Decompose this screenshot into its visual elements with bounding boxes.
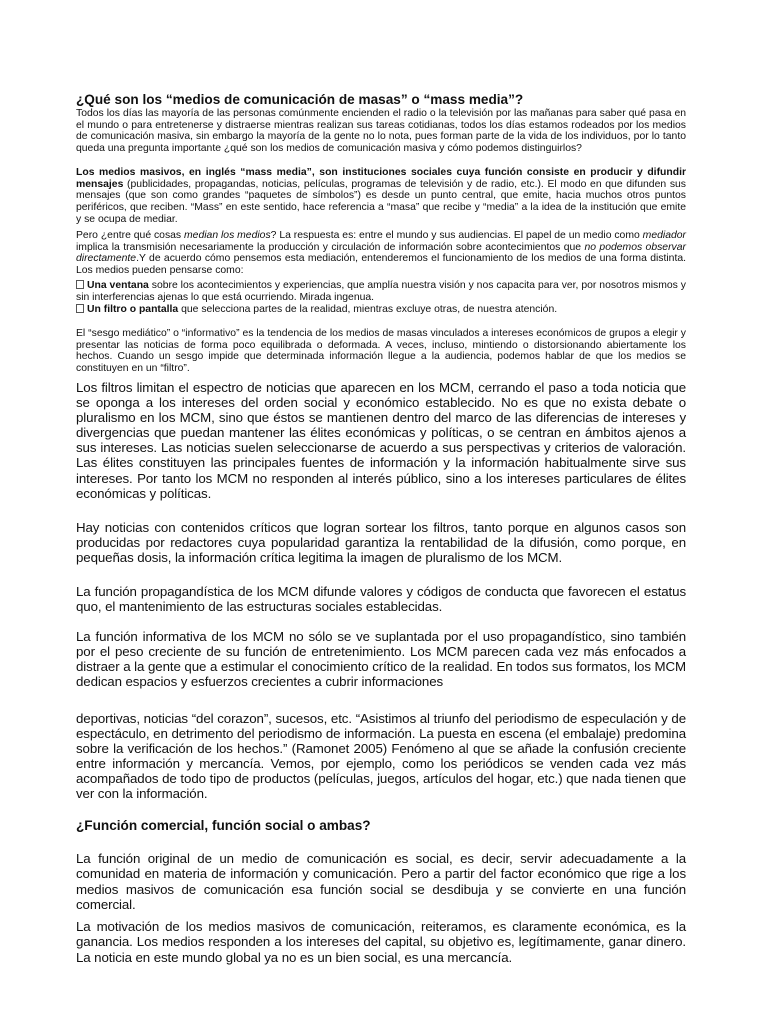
mediation-italic-3: no podemos observar directamente (76, 241, 686, 265)
paragraph-media-bias: El “sesgo mediático” o “informativo” es la tendencia de los medios de masas vinculados a intereses económicos de grupos a elegir y presentar las noticias de forma poco equilibrada o deformada. A veces, incluso, mintiendo o distorsionando abiertamente los hechos. Cuando un sesgo impide que determinada información llegue a la audiencia, podemos hablar de que los medios se constituyen en un “filtro”. (76, 328, 686, 375)
mediation-text-a: Pero ¿entre qué cosas (76, 230, 185, 241)
paragraph-definition (76, 167, 686, 226)
heading-commercial-function: ¿Función comercial, función social o ambas? (76, 818, 371, 833)
paragraph-critical-news: Hay noticias con contenidos críticos que logran sortear los filtros, tanto porque en algunos casos son producidas por redactores cuya popularidad garantiza la rentabilidad de la difusión, como porque, en pequeñas dosis, la información crítica legitima la imagen de pluralismo de los MCM. (76, 520, 686, 566)
heading-mass-media: ¿Qué son los “medios de comunicación de masas” o “mass media”? (76, 92, 524, 107)
paragraph-filters: Los filtros limitan el espectro de noticias que aparecen en los MCM, cerrando el paso a toda noticia que se oponga a los intereses del orden social y económico establecido. No es que no exista debate o pluralismo en los MCM, sino que éstos se mantienen dentro del marco de las diferencias de intereses y divergencias que puedan mantener las élites económicas y políticas, o se centran en ámbitos ajenos a sus intereses. Las noticias suelen seleccionarse de acuerdo a sus perspectivas y criterios de valoración. Las élites constituyen las principales fuentes de información y la información habitualmente sirve sus intereses. Por tanto los MCM no responden al interés público, sino a los intereses particulares de élites económicas y políticas. (76, 380, 686, 501)
bullet-filter (76, 304, 686, 316)
paragraph-propaganda: La función propagandística de los MCM difunde valores y códigos de conducta que favorecen el estatus quo, el mantenimiento de las estructuras sociales establecidas. (76, 584, 686, 615)
bullet-window-bold: Una ventana (87, 280, 149, 291)
paragraph-economic-motivation: La motivación de los medios masivos de comunicación, reiteramos, es claramente económica, es la ganancia. Los medios responden a los intereses del capital, su objetivo es, legítimamente, ganar dinero. La noticia en este mundo global ya no es un bien social, es una mercancía. (76, 919, 686, 965)
mediation-text-c: implica la transmisión necesariamente la producción y circulación de información sobre acontecimientos que (76, 241, 585, 253)
bullet-window (76, 280, 686, 303)
mediation-italic-1: median los medios (184, 230, 271, 241)
definition-rest: (publicidades, propagandas, noticias, películas, programas de televisión y de radio, etc.). El modo en que difunden sus mensajes (que son como grandes “paquetes de símbolos”) es desde un punto central, que emite, hacia muchos otros puntos periféricos, que reciben. “Mass” en este sentido, hace referencia a “masa” que recibe y “media” a la idea de la institución que emite y se ocupa de mediar. (76, 178, 686, 225)
paragraph-mediation (76, 230, 686, 277)
paragraph-entertainment: deportivas, noticias “del corazon”, sucesos, etc. “Asistimos al triunfo del periodismo de especulación y de espectáculo, en detrimento del periodismo de información. La puesta en escena (el embalaje) predomina sobre la verificación de los hechos.” (Ramonet 2005) Fenómeno al que se añade la confusión creciente entre información y mercancía. Vemos, por ejemplo, como los periódicos se venden cada vez más acompañados de todo tipo de productos (películas, juegos, artículos del hogar, etc.) que nada tienen que ver con la información. (76, 711, 686, 802)
checkbox-glyph-icon (76, 304, 84, 313)
paragraph-information-function: La función informativa de los MCM no sólo se ve suplantada por el uso propagandístico, sino también por el peso creciente de su función de entretenimiento. Los MCM parecen cada vez más enfocados a distraer a la gente que a estimular el conocimiento crítico de la realidad. En todos sus formatos, los MCM dedican espacios y esfuerzos crecientes a cubrir informaciones (76, 629, 686, 690)
definition-bold: Los medios masivos, en inglés “mass media”, son instituciones sociales cuya función consiste en producir y difundir mensajes (76, 167, 686, 190)
checkbox-glyph-icon (76, 280, 84, 289)
mediation-italic-2: mediador (642, 230, 686, 241)
paragraph-social-function: La función original de un medio de comunicación es social, es decir, servir adecuadamente a la comunidad en materia de información y comunicación. Pero a partir del factor económico que rige a los medios masivos de comunicación esa función social se desdibuja y se convierte en una función comercial. (76, 851, 686, 913)
bullet-window-rest: sobre los acontecimientos y experiencias, que amplía nuestra visión y nos capacita para ver, por nosotros mismos y sin interferencias ajenas lo que está ocurriendo. Mirada ingenua. (76, 280, 686, 303)
mediation-text-d: .Y de acuerdo cómo pensemos esta mediación, entenderemos el funcionamiento de los medios de una forma distinta. Los medios pueden pensarse como: (76, 253, 686, 277)
paragraph-intro: Todos los días las mayoría de las personas comúnmente encienden el radio o la televisión por las mañanas para saber qué pasa en el mundo o para entretenerse y distraerse mientras realizan sus tareas cotidianas, todos los días estamos rodeados por los medios de comunicación masiva, sin embargo la mayoría de la gente no lo nota, pues forman parte de la vida de los individuos, por lo tanto queda una pregunta importante ¿qué son los medios de comunicación masiva y cómo podemos distinguirlos? (76, 108, 686, 155)
bullet-filter-rest: que selecciona partes de la realidad, mientras excluye otras, de nuestra atención. (178, 304, 558, 315)
bullet-filter-bold: Un filtro o pantalla (87, 304, 179, 315)
mediation-text-b: ? La respuesta es: entre el mundo y sus audiencias. El papel de un medio como (270, 230, 643, 241)
